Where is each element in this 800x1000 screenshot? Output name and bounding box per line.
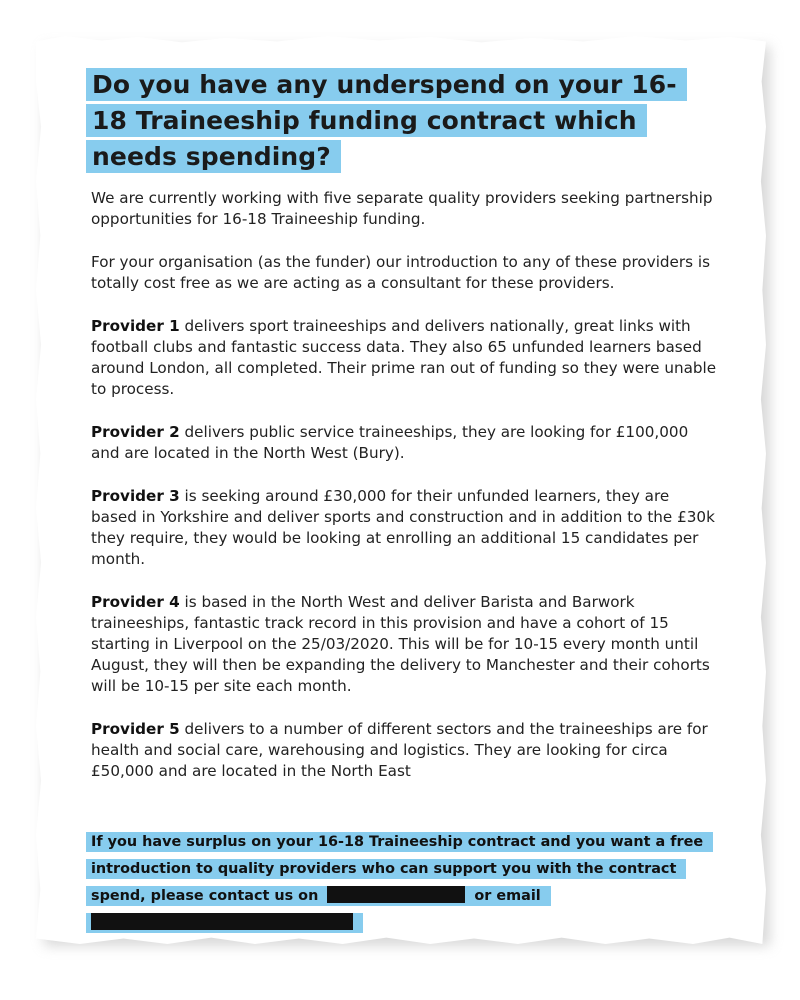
- cta-text-middle: or email: [474, 888, 541, 904]
- provider-5-text: delivers to a number of different sectors and the traineeships are for health and social care, warehousing and logistics. They are looking for circa £50,000 and are located in the North East: [91, 720, 708, 780]
- cta-highlight: [86, 832, 713, 933]
- provider-2-text: delivers public service traineeships, they are looking for £100,000 and are located in the North West (Bury).: [91, 423, 689, 462]
- provider-4-name: Provider 4: [91, 593, 180, 611]
- provider-5-name: Provider 5: [91, 720, 180, 738]
- provider-2-name: Provider 2: [91, 423, 180, 441]
- provider-5-paragraph: [91, 719, 719, 782]
- provider-3-paragraph: [91, 486, 719, 570]
- article-body: [91, 188, 719, 804]
- title-highlight: Do you have any underspend on your 16-18 Traineeship funding contract which needs spending?: [86, 68, 687, 173]
- cta-text-before: If you have surplus on your 16-18 Traineeship contract and you want a free introduction to quality providers who can support you with the contract spend, please contact us on: [91, 834, 704, 904]
- provider-2-paragraph: [91, 422, 719, 464]
- redacted-phone-number: [327, 886, 465, 903]
- call-to-action: [86, 829, 716, 937]
- provider-1-text: delivers sport traineeships and delivers nationally, great links with football clubs and fantastic success data. They also 65 unfunded learners based around London, all completed. Their prime ran out of funding so they were unable to process.: [91, 317, 717, 398]
- page-title: [86, 67, 706, 175]
- intro-paragraph-1: We are currently working with five separate quality providers seeking partnership opportunities for 16-18 Traineeship funding.: [91, 189, 713, 228]
- provider-1-paragraph: [91, 316, 719, 400]
- redacted-email-address: [91, 913, 353, 930]
- provider-4-paragraph: [91, 592, 719, 697]
- provider-3-text: is seeking around £30,000 for their unfunded learners, they are based in Yorkshire and deliver sports and construction and in addition to the £30k they require, they would be looking at enrolling an additional 15 candidates per month.: [91, 487, 715, 568]
- provider-3-name: Provider 3: [91, 487, 180, 505]
- intro-paragraph-2: For your organisation (as the funder) our introduction to any of these providers is totally cost free as we are acting as a consultant for these providers.: [91, 253, 711, 292]
- provider-4-text: is based in the North West and deliver Barista and Barwork traineeships, fantastic track record in this provision and have a cohort of 15 starting in Liverpool on the 25/03/2020. This will be for 10-15 every month until August, they will then be expanding the delivery to Manchester and their cohorts will be 10-15 per site each month.: [91, 593, 710, 695]
- provider-1-name: Provider 1: [91, 317, 180, 335]
